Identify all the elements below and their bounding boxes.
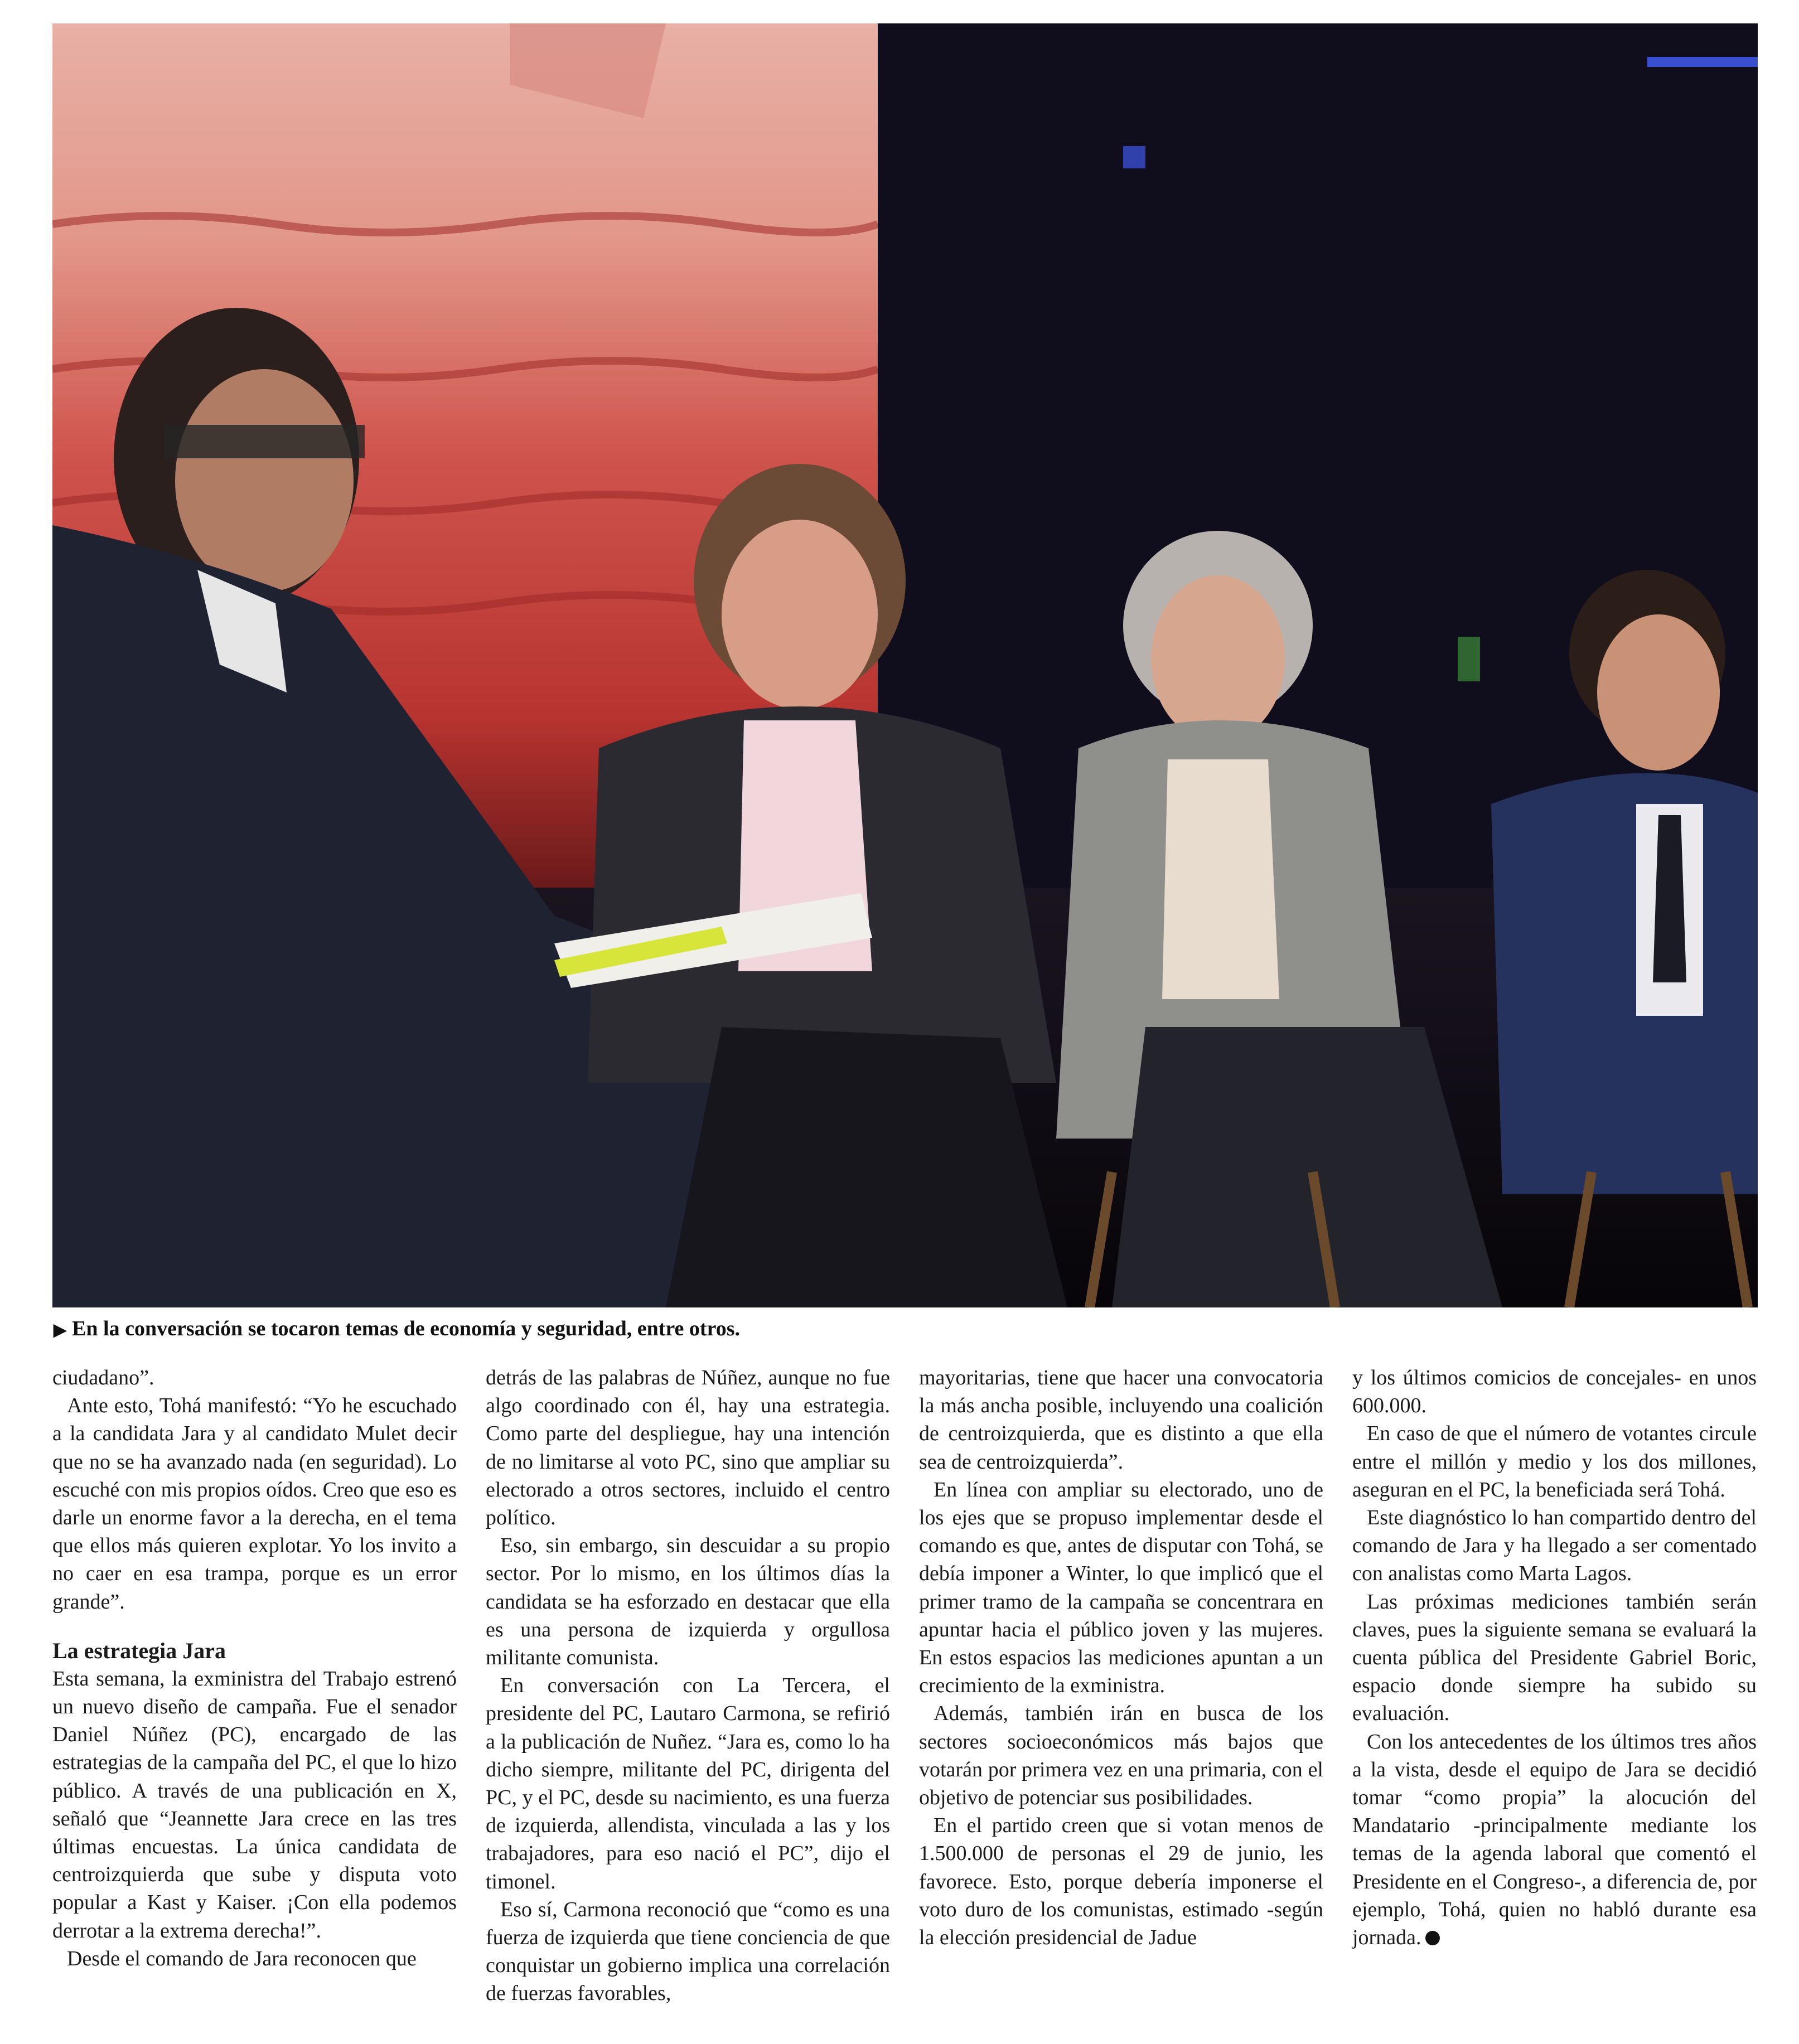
paragraph: Eso sí, Carmona reconoció que “como es una fuerza de izquierda que tiene conciencia de que conquistar un gobierno implica una correlación de fuerzas favorables,	[486, 1897, 890, 2006]
paragraph-text: Con los antecedentes de los últimos tres años a la vista, desde el equipo de Jara se decidió tomar “como propia” la alocución del Mandatario -principalmente mediante los temas de la agenda laboral que comentó el Presidente en el Congreso-, a diferencia de, por ejemplo, Tohá, quien no habló durante esa jornada.	[1352, 1730, 1757, 1950]
paragraph: En línea con ampliar su electorado, uno de los ejes que se propuso implementar desde el comando es que, antes de disputar con Tohá, se debía imponer a Winter, lo que implicó que el primer tramo de la campaña se concentrara en apuntar hacia el público joven y las mujeres. En estos espacios las mediciones apuntan a un crecimiento de la exministra.	[919, 1478, 1323, 1698]
column-4	[1352, 1364, 1757, 2044]
article-body	[52, 1364, 1758, 2044]
paragraph: Esta semana, la exministra del Trabajo estrenó un nuevo diseño de campaña. Fue el senador Daniel Núñez (PC), encargado de las estrategias de la campaña del PC, el que lo hizo público. A través de una publicación en X, señaló que “Jeannette Jara crece en las tres últimas encuestas. La única candidata de centroizquierda que sube y disputa voto popular a Kast y Kaiser. ¡Con ella podemos derrotar a la extrema derecha!”.	[52, 1667, 457, 1943]
paragraph: En caso de que el número de votantes circule entre el millón y medio y los dos millones, aseguran en el PC, la beneficiada será Tohá.	[1352, 1422, 1757, 1501]
paragraph: En conversación con La Tercera, el presidente del PC, Lautaro Carmona, se refirió a la publicación de Nuñez. “Jara es, como lo ha dicho siempre, militante del PC, dirigenta del PC, y el PC, desde su nacimiento, es una fuerza de izquierda, allendista, vinculada a las y los trabajadores, para eso nació el PC”, dijo el timonel.	[486, 1674, 890, 1893]
paragraph: detrás de las palabras de Núñez, aunque no fue algo coordinado con él, hay una estrategia. Como parte del despliegue, hay una intención de no limitarse al voto PC, sino que ampliar su electorado a otros sectores, incluido el centro político.	[486, 1366, 890, 1530]
paragraph: Desde el comando de Jara reconocen que	[67, 1946, 417, 1970]
section-heading: La estrategia Jara	[52, 1638, 226, 1663]
column-3	[919, 1364, 1323, 2044]
paragraph: Las próximas mediciones también serán claves, pues la siguiente semana se evaluará la cuenta pública del Presidente Gabriel Boric, espacio donde siempre ha subido su evaluación.	[1352, 1590, 1757, 1726]
paragraph: y los últimos comicios de concejales- en unos 600.000.	[1352, 1366, 1757, 1418]
paragraph: Eso, sin embargo, sin descuidar a su propio sector. Por lo mismo, en los últimos días la candidata se ha esforzado en destacar que ella es una persona de izquierda y orgullosa militante comunista.	[486, 1534, 890, 1670]
paragraph: Este diagnóstico lo han compartido dentro del comando de Jara y ha llegado a ser comentado con analistas como Marta Lagos.	[1352, 1506, 1757, 1586]
paragraph: Además, también irán en busca de los sectores socioeconómicos más bajos que votarán por primera vez en una primaria, con el objetivo de potenciar sus posibilidades.	[919, 1702, 1323, 1810]
column-2	[486, 1364, 890, 2044]
press-photo	[52, 23, 1758, 1307]
caption-text: En la conversación se tocaron temas de economía y seguridad, entre otros.	[72, 1317, 741, 1340]
article-photo	[52, 23, 1758, 1307]
end-of-article-dot-icon	[1425, 1931, 1440, 1945]
paragraph-last	[1352, 1728, 1757, 1952]
photo-caption	[54, 1315, 1754, 1344]
paragraph: mayoritarias, tiene que hacer una convocatoria la más ancha posible, incluyendo una coalición de centroizquierda, que es distinto a que ella sea de centroizquierda”.	[919, 1366, 1323, 1474]
paragraph: En el partido creen que si votan menos de 1.500.000 de personas el 29 de junio, les favorece. Esto, porque debería imponerse el voto duro de los comunistas, estimado -según la elección presidencial de Jadue	[919, 1814, 1323, 1950]
right-triangle-icon: ▶	[54, 1321, 67, 1339]
paragraph: Ante esto, Tohá manifestó: “Yo he escuchado a la candidata Jara y al candidato Mulet decir que no se ha avanzado nada (en seguridad). Lo escuché con mis propios oídos. Creo que eso es darle un enorme favor a la derecha, en el tema que ellos más quieren explotar. Yo los invito a no caer en esa trampa, porque es un error grande”.	[52, 1394, 457, 1614]
paragraph: ciudadano”.	[52, 1366, 154, 1389]
column-1	[52, 1364, 457, 2044]
